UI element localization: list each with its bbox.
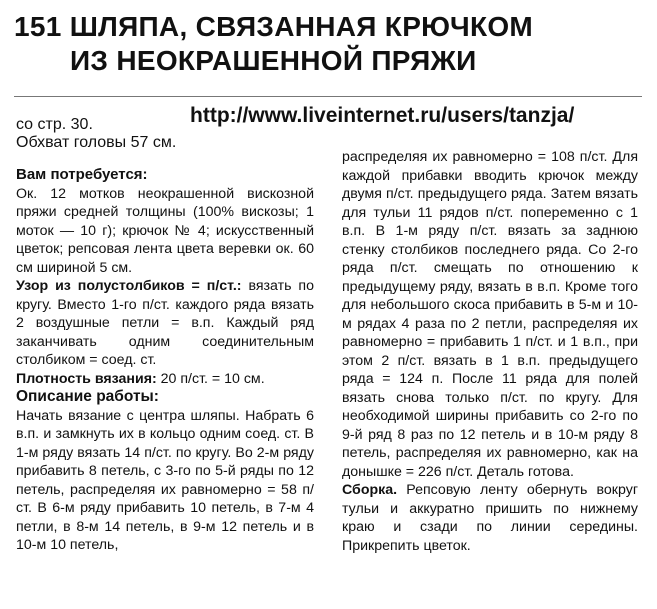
head-girth: Обхват головы 57 см. — [16, 134, 177, 151]
title-line-1: 151 ШЛЯПА, СВЯЗАННАЯ КРЮЧКОМ — [14, 11, 534, 42]
materials-text: Ок. 12 мотков неокрашенной вискозной пряжи средней толщины (100% вискозы; 1 моток — 10 г); крючок № 4; искусственный цветок; репсовая лента цвета веревки ок. 60 см шириной 5 см. — [16, 185, 314, 276]
page-reference: со стр. 30. — [16, 116, 93, 133]
pattern-paragraph — [16, 277, 314, 370]
assembly-label: Сборка. — [342, 482, 398, 498]
title-line-2: ИЗ НЕОКРАШЕННОЙ ПРЯЖИ — [70, 45, 477, 76]
description-heading: Описание работы: — [16, 388, 159, 405]
right-column — [342, 148, 638, 555]
article-title — [14, 10, 644, 78]
left-column — [16, 166, 314, 555]
description-text-col2: распределяя их равномерно = 108 п/ст. Для каждой прибавки вводить крючок между двумя п/ст. предыдущего ряда. Затем вязать для тульи 11 рядов п/ст. попеременно с 1 в.п. В 1-м ряду п/ст. вязать за заднюю стенку столбиков последнего ряда. Со 2-го ряда п/ст. смещать по отношению к предыдущему ряду, вязать в в.п. Кроме того для небольшого скоса прибавить в 5-м и 10-м рядах 4 раза по 2 петли, распределяя их равномерно = прибавить 1 п/ст. и 1 в.п., при этом 2 п/ст. вязать в 1 в.п. предыдущего ряда = 124 п. После 11 ряда для полей вязать снова только п/ст. по кругу. Для необходимой ширины прибавить со 2-го по 9-й ряд 8 раз по 12 петель и в 10-м ряду 8 петель, распределяя их равномерно, как на донышке = 226 п/ст. Деталь готова. — [342, 149, 638, 480]
source-url[interactable]: http://www.liveinternet.ru/users/tanzja/ — [190, 104, 575, 127]
pattern-text: вязать по кругу. Вместо 1-го п/ст. каждого ряда вязать 2 воздушные петли = в.п. Каждый ряд заканчивать одним соединительным столбиком = соед. ст. — [16, 278, 314, 368]
assembly-text: Репсовую ленту обернуть вокруг тульи и аккуратно пришить по нижнему краю и сзади по линии середины. Прикрепить цветок. — [342, 482, 638, 554]
pattern-label: Узор из полустолбиков = п/ст.: — [16, 278, 242, 294]
assembly-paragraph — [342, 481, 638, 555]
gauge-text: 20 п/ст. = 10 см. — [156, 370, 265, 387]
gauge-paragraph — [16, 370, 314, 389]
materials-heading: Вам потребуется: — [16, 166, 148, 183]
description-text-col1: Начать вязание с центра шляпы. Набрать 6 в.п. и замкнуть их в кольцо одним соед. ст. В 1-м ряду вязать 14 п/ст. по кругу. Во 2-м ряду прибавить 8 петель, с 3-го по 5-й ряды по 12 петель, распределяя их равномерно = 58 п/ст. В 6-м ряду прибавить 10 петель, в 7-м 4 петли, в 8-м 14 петель, в 9-м 12 петель и в 10-м 10 петель, — [16, 407, 314, 553]
gauge-label: Плотность вязания: — [16, 370, 157, 387]
divider — [14, 96, 642, 97]
